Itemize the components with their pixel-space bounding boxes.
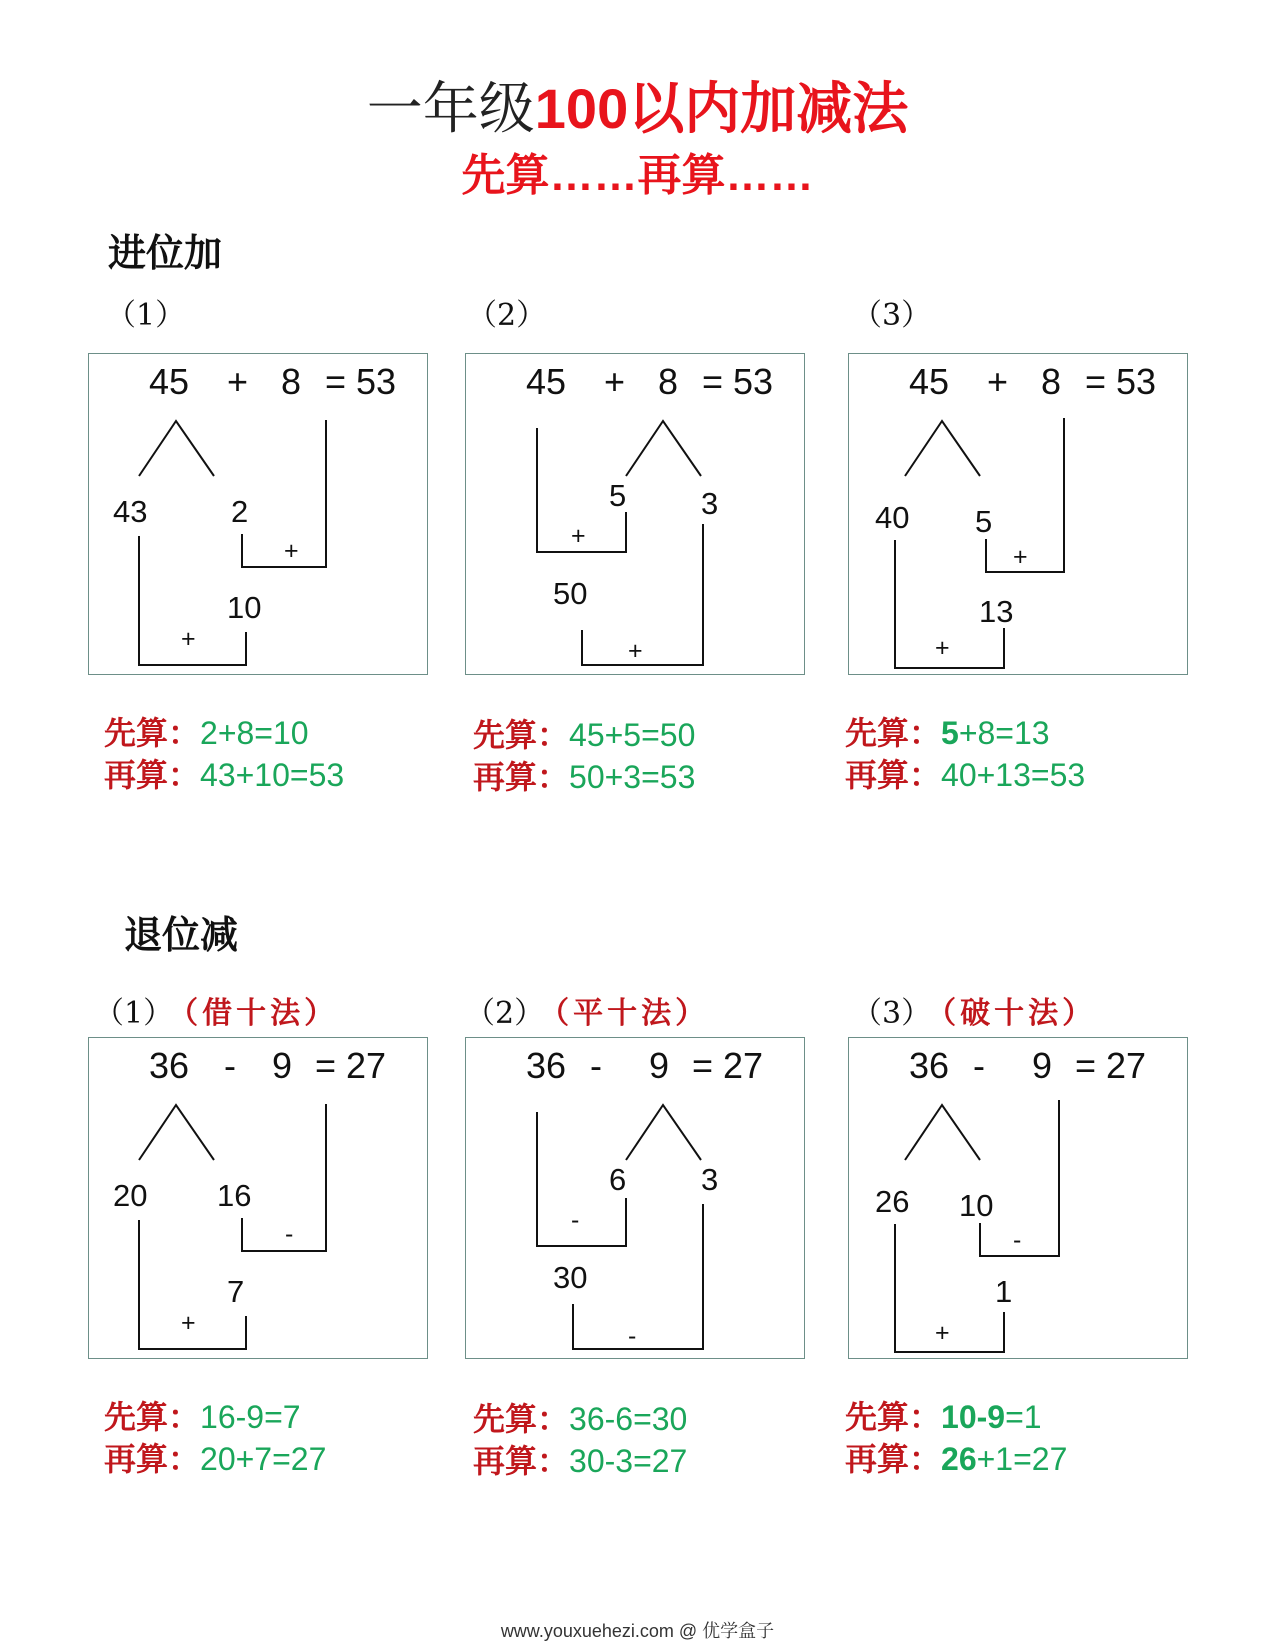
problem-number: （3） bbox=[852, 996, 932, 1031]
section-heading-subtraction: 退位减 bbox=[124, 912, 239, 957]
diagram-box bbox=[465, 1037, 805, 1359]
steps-block bbox=[845, 1396, 1067, 1480]
equation-a: 45 bbox=[149, 361, 190, 402]
split-diagram bbox=[466, 354, 806, 676]
first-step: 36-6=30 bbox=[569, 1401, 688, 1437]
operator-first: - bbox=[1013, 1226, 1022, 1254]
operator-second: + bbox=[935, 634, 950, 662]
first-step-bold: 5 bbox=[941, 715, 959, 751]
equation-op: - bbox=[224, 1045, 236, 1086]
node-2: 2 bbox=[231, 494, 249, 529]
first-step: 2+8=10 bbox=[200, 715, 309, 751]
second-step: 43+10=53 bbox=[200, 757, 345, 793]
method-name: （破十法） bbox=[941, 996, 1097, 1031]
steps-block bbox=[104, 712, 344, 796]
diagram-box bbox=[465, 353, 805, 675]
problem-number: （2） bbox=[465, 996, 545, 1031]
diagram-box bbox=[848, 1037, 1188, 1359]
equation-op: + bbox=[227, 361, 249, 402]
steps-block bbox=[473, 714, 695, 798]
equation-b: 9 bbox=[272, 1045, 293, 1086]
problem-label: （3） bbox=[852, 298, 932, 333]
equation-result: = 27 bbox=[692, 1045, 764, 1086]
split-lines bbox=[905, 1105, 980, 1160]
node-2: 10 bbox=[959, 1188, 994, 1223]
first-label: 先算： bbox=[104, 714, 201, 752]
equation-b: 9 bbox=[649, 1045, 670, 1086]
diagram-box bbox=[88, 1037, 428, 1359]
connector-first bbox=[242, 1104, 326, 1251]
equation-result: = 53 bbox=[702, 361, 774, 402]
node-1: 26 bbox=[875, 1184, 910, 1219]
node-3: 13 bbox=[979, 594, 1014, 629]
second-step-bold: 26 bbox=[941, 1441, 977, 1477]
equation-a: 45 bbox=[909, 361, 950, 402]
split-lines bbox=[626, 1105, 701, 1160]
first-step-bold: 10-9 bbox=[941, 1399, 1006, 1435]
second-step: +1=27 bbox=[976, 1441, 1068, 1477]
first-label: 先算： bbox=[473, 1400, 570, 1438]
node-3: 10 bbox=[227, 590, 262, 625]
operator-first: + bbox=[571, 522, 586, 550]
split-lines bbox=[905, 421, 980, 476]
split-diagram bbox=[89, 1038, 429, 1360]
first-step: =1 bbox=[1005, 1399, 1042, 1435]
node-2: 16 bbox=[217, 1178, 252, 1213]
node-1: 6 bbox=[609, 1162, 627, 1197]
first-label: 先算： bbox=[473, 716, 570, 754]
split-diagram bbox=[466, 1038, 806, 1360]
diagram-box bbox=[848, 353, 1188, 675]
second-step: 20+7=27 bbox=[200, 1441, 327, 1477]
operator-second: + bbox=[628, 637, 643, 665]
equation-a: 45 bbox=[526, 361, 567, 402]
operator-second: - bbox=[628, 1322, 637, 1350]
first-label: 先算： bbox=[845, 1398, 942, 1436]
split-diagram bbox=[89, 354, 429, 676]
problem-label bbox=[94, 988, 338, 1032]
title-prefix: 一年级 bbox=[366, 77, 535, 140]
footer-watermark: www.youxuehezi.com @ 优学盒子 bbox=[500, 1621, 775, 1641]
problem-label: （2） bbox=[467, 298, 547, 333]
connector-second bbox=[573, 1204, 703, 1349]
second-label: 再算： bbox=[104, 756, 201, 794]
equation-a: 36 bbox=[149, 1045, 190, 1086]
title-emphasis: 100以内加减法 bbox=[534, 77, 909, 140]
equation-op: - bbox=[973, 1045, 985, 1086]
second-step: 40+13=53 bbox=[941, 757, 1086, 793]
second-step: 50+3=53 bbox=[569, 759, 696, 795]
node-1: 43 bbox=[113, 494, 148, 529]
second-label: 再算： bbox=[473, 758, 570, 796]
first-label: 先算： bbox=[104, 1398, 201, 1436]
section-heading-addition: 进位加 bbox=[108, 230, 223, 275]
first-step: 45+5=50 bbox=[569, 717, 696, 753]
node-3: 7 bbox=[227, 1274, 245, 1309]
diagram-box bbox=[88, 353, 428, 675]
equation-result: = 53 bbox=[1085, 361, 1157, 402]
operator-second: + bbox=[935, 1319, 950, 1347]
method-name: （平十法） bbox=[554, 996, 710, 1031]
problem-label bbox=[465, 988, 709, 1032]
steps-block bbox=[104, 1396, 326, 1480]
operator-second: + bbox=[181, 625, 196, 653]
problem-label bbox=[852, 988, 1096, 1032]
node-3: 30 bbox=[553, 1260, 588, 1295]
page-title bbox=[0, 74, 1275, 144]
second-label: 再算： bbox=[845, 756, 942, 794]
equation-b: 9 bbox=[1032, 1045, 1053, 1086]
node-3: 50 bbox=[553, 576, 588, 611]
page-subtitle: 先算……再算…… bbox=[461, 151, 814, 200]
second-label: 再算： bbox=[473, 1442, 570, 1480]
node-1: 5 bbox=[609, 478, 627, 513]
steps-block bbox=[845, 712, 1085, 796]
second-step: 30-3=27 bbox=[569, 1443, 688, 1479]
equation-a: 36 bbox=[526, 1045, 567, 1086]
operator-first: + bbox=[284, 537, 299, 565]
node-1: 40 bbox=[875, 500, 910, 535]
equation-op: - bbox=[590, 1045, 602, 1086]
equation-op: + bbox=[987, 361, 1009, 402]
split-diagram bbox=[849, 354, 1189, 676]
equation-result: = 53 bbox=[325, 361, 397, 402]
node-3: 1 bbox=[995, 1274, 1013, 1309]
split-lines bbox=[139, 1105, 214, 1160]
node-2: 5 bbox=[975, 504, 993, 539]
split-diagram bbox=[849, 1038, 1189, 1360]
split-lines bbox=[626, 421, 701, 476]
equation-result: = 27 bbox=[315, 1045, 387, 1086]
first-step: 16-9=7 bbox=[200, 1399, 301, 1435]
method-name: （借十法） bbox=[183, 996, 339, 1031]
operator-second: + bbox=[181, 1309, 196, 1337]
equation-b: 8 bbox=[658, 361, 679, 402]
problem-number: （1） bbox=[94, 996, 174, 1031]
first-label: 先算： bbox=[845, 714, 942, 752]
node-2: 3 bbox=[701, 1162, 719, 1197]
equation-op: + bbox=[604, 361, 626, 402]
problem-label: （1） bbox=[106, 298, 186, 333]
operator-first: - bbox=[571, 1206, 580, 1234]
node-1: 20 bbox=[113, 1178, 148, 1213]
second-label: 再算： bbox=[845, 1440, 942, 1478]
equation-result: = 27 bbox=[1075, 1045, 1147, 1086]
split-lines bbox=[139, 421, 214, 476]
equation-b: 8 bbox=[1041, 361, 1062, 402]
operator-first: + bbox=[1013, 543, 1028, 571]
equation-a: 36 bbox=[909, 1045, 950, 1086]
steps-block bbox=[473, 1398, 687, 1482]
operator-first: - bbox=[285, 1220, 294, 1248]
second-label: 再算： bbox=[104, 1440, 201, 1478]
node-2: 3 bbox=[701, 486, 719, 521]
equation-b: 8 bbox=[281, 361, 302, 402]
first-step: +8=13 bbox=[958, 715, 1050, 751]
